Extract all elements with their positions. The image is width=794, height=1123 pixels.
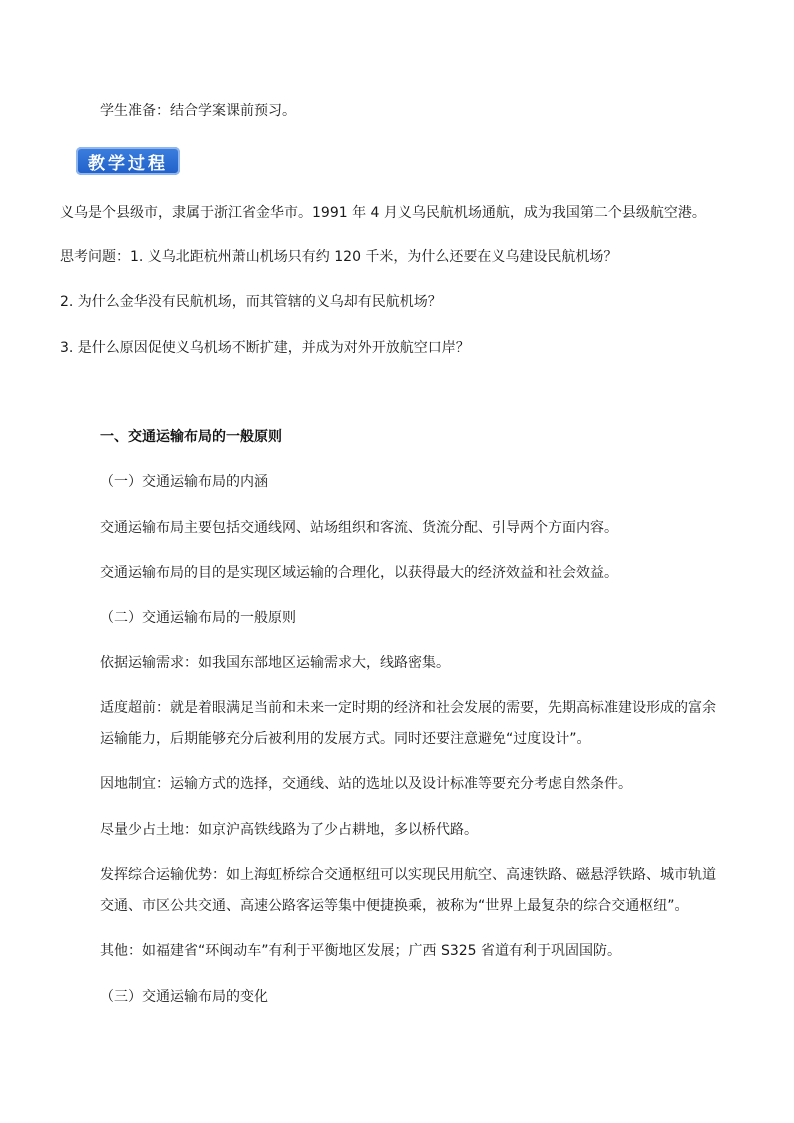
paragraph: 因地制宜：运输方式的选择，交通线、站的选址以及设计标准等要充分考虑自然条件。 [100, 776, 632, 792]
paragraph: 交通运输布局主要包括交通线网、站场组织和客流、货流分配、引导两个方面内容。 [100, 520, 618, 536]
question-2: 2. 为什么金华没有民航机场，而其管辖的义乌却有民航机场？ [60, 294, 442, 310]
teaching-process-banner [76, 147, 180, 175]
paragraph: 交通运输布局的目的是实现区域运输的合理化，以获得最大的经济效益和社会效益。 [100, 565, 618, 581]
paragraph-continued: 交通、市区公共交通、高速公路客运等集中便捷换乘，被称为“世界上最复杂的综合交通枢纽”。 [100, 898, 689, 914]
banner-label: 教学过程 [88, 153, 168, 174]
paragraph: 其他：如福建省“环闽动车”有利于平衡地区发展；广西 S325 省道有利于巩固国防。 [100, 943, 622, 959]
intro-paragraph: 义乌是个县级市，隶属于浙江省金华市。1991 年 4 月义乌民航机场通航，成为我国第二个县级航空港。 [60, 205, 706, 221]
paragraph: 适度超前：就是着眼满足当前和未来一定时期的经济和社会发展的需要，先期高标准建设形成的富余 [100, 700, 716, 716]
subsection-heading-2: （二）交通运输布局的一般原则 [100, 610, 296, 626]
section-heading: 一、交通运输布局的一般原则 [100, 429, 282, 445]
paragraph: 尽量少占土地：如京沪高铁线路为了少占耕地，多以桥代路。 [100, 822, 478, 838]
subsection-heading-3: （三）交通运输布局的变化 [100, 989, 268, 1005]
question-3: 3. 是什么原因促使义乌机场不断扩建，并成为对外开放航空口岸？ [60, 340, 470, 356]
student-prep-text: 学生准备：结合学案课前预习。 [100, 103, 296, 119]
paragraph: 依据运输需求：如我国东部地区运输需求大，线路密集。 [100, 655, 450, 671]
paragraph: 发挥综合运输优势：如上海虹桥综合交通枢纽可以实现民用航空、高速铁路、磁悬浮铁路、城市轨道 [100, 867, 716, 883]
subsection-heading-1: （一）交通运输布局的内涵 [100, 474, 268, 490]
question-1: 思考问题：1. 义乌北距杭州萧山机场只有约 120 千米，为什么还要在义乌建设民航机场？ [60, 249, 618, 265]
paragraph-continued: 运输能力，后期能够充分后被利用的发展方式。同时还要注意避免“过度设计”。 [100, 731, 591, 747]
